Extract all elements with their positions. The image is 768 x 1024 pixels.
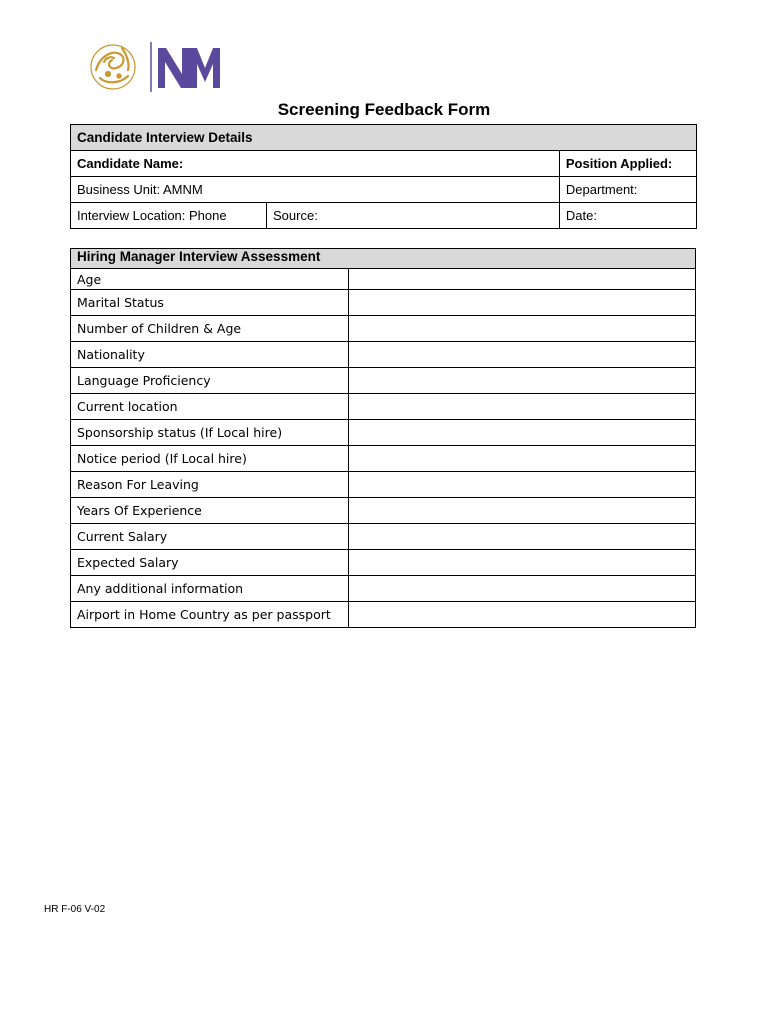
table-row — [71, 446, 696, 472]
table-row — [71, 290, 696, 316]
table-row — [71, 498, 696, 524]
candidate-details-table — [70, 124, 697, 229]
row-value-input[interactable] — [349, 394, 696, 420]
department-field[interactable]: Department: — [559, 177, 696, 203]
table-row — [71, 602, 696, 628]
row-label: Number of Children & Age — [71, 316, 349, 342]
row-label: Nationality — [71, 342, 349, 368]
table-row — [71, 420, 696, 446]
row-value-input[interactable] — [349, 602, 696, 628]
row-label: Language Proficiency — [71, 368, 349, 394]
row-value-input[interactable] — [349, 368, 696, 394]
row-label: Any additional information — [71, 576, 349, 602]
table-row — [71, 368, 696, 394]
row-label: Notice period (If Local hire) — [71, 446, 349, 472]
row-label: Marital Status — [71, 290, 349, 316]
row-value-input[interactable] — [349, 290, 696, 316]
row-label: Airport in Home Country as per passport — [71, 602, 349, 628]
position-applied-field[interactable]: Position Applied: — [559, 151, 696, 177]
row-label: Age — [71, 269, 349, 290]
date-field[interactable]: Date: — [559, 203, 696, 229]
form-code: HR F-06 V-02 — [44, 904, 106, 915]
table-row — [71, 524, 696, 550]
row-value-input[interactable] — [349, 269, 696, 290]
table-row — [71, 394, 696, 420]
row-value-input[interactable] — [349, 342, 696, 368]
row-label: Expected Salary — [71, 550, 349, 576]
nm-monogram-icon — [158, 48, 220, 88]
row-value-input[interactable] — [349, 524, 696, 550]
row-value-input[interactable] — [349, 472, 696, 498]
page-title: Screening Feedback Form — [277, 100, 491, 119]
company-logo — [86, 40, 226, 94]
candidate-details-header: Candidate Interview Details — [71, 125, 697, 151]
table-row — [71, 342, 696, 368]
table-row — [71, 472, 696, 498]
table-row — [71, 550, 696, 576]
row-label: Years Of Experience — [71, 498, 349, 524]
source-field[interactable]: Source: — [267, 203, 560, 229]
row-value-input[interactable] — [349, 420, 696, 446]
row-label: Current location — [71, 394, 349, 420]
assessment-header: Hiring Manager Interview Assessment — [71, 249, 696, 269]
interview-location-field[interactable]: Interview Location: Phone — [71, 203, 267, 229]
table-row — [71, 269, 696, 290]
table-row — [71, 316, 696, 342]
calligraphy-emblem-icon — [91, 45, 135, 89]
row-value-input[interactable] — [349, 576, 696, 602]
row-label: Reason For Leaving — [71, 472, 349, 498]
row-value-input[interactable] — [349, 550, 696, 576]
business-unit-field[interactable]: Business Unit: AMNM — [71, 177, 560, 203]
candidate-name-field[interactable]: Candidate Name: — [71, 151, 560, 177]
table-row — [71, 576, 696, 602]
row-value-input[interactable] — [349, 316, 696, 342]
row-label: Sponsorship status (If Local hire) — [71, 420, 349, 446]
assessment-table — [70, 248, 696, 628]
row-value-input[interactable] — [349, 498, 696, 524]
row-value-input[interactable] — [349, 446, 696, 472]
row-label: Current Salary — [71, 524, 349, 550]
